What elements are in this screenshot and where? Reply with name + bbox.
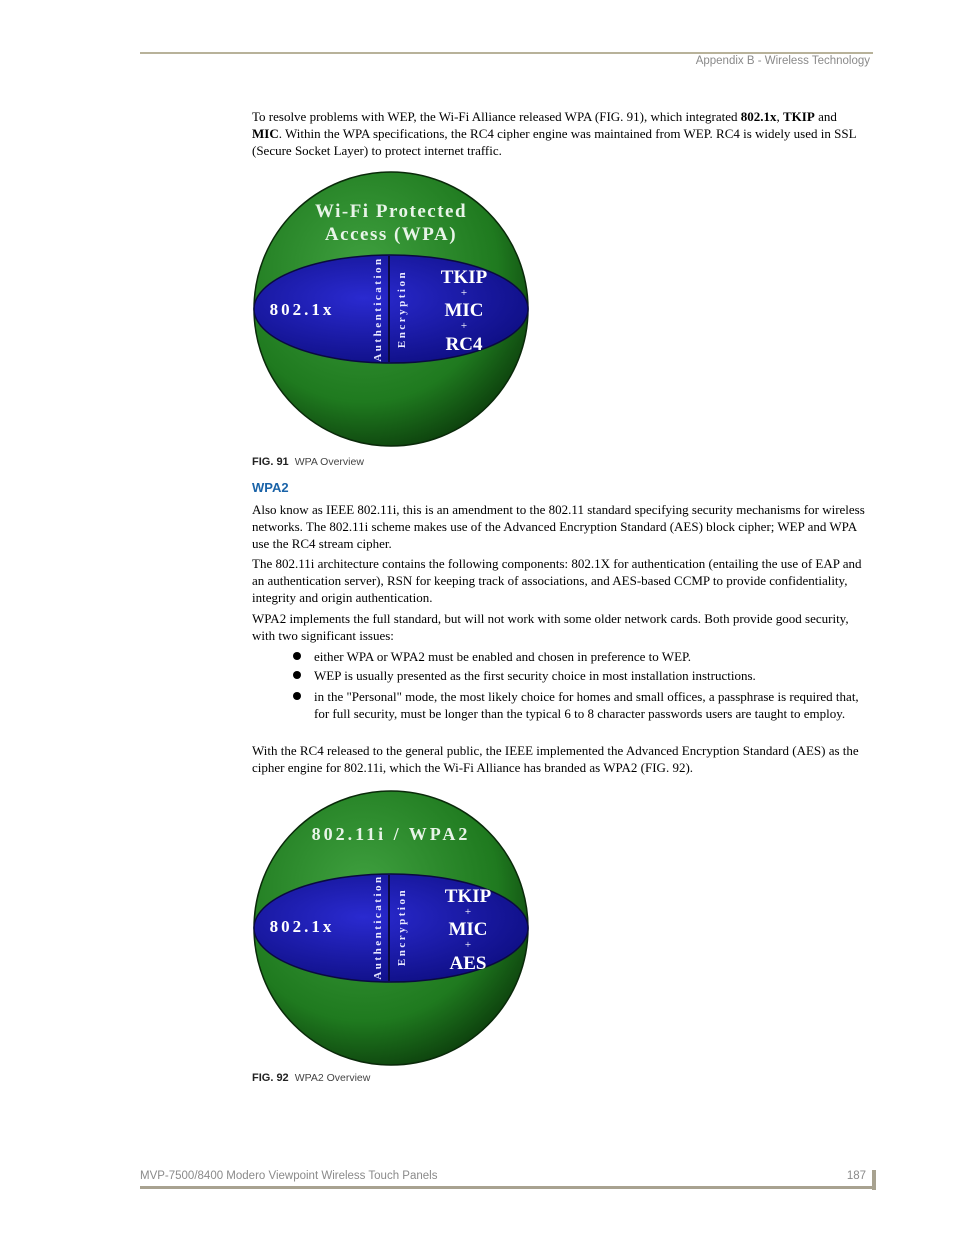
wpa2-paragraph-2: The 802.11i architecture contains the following components: 802.1X for authentication (entailing the use of EAP and an authentication server), RSN for keeping track of associations, and AES-based CCMP to provide confidentiality, integrity and origin authentication. (252, 556, 862, 605)
header-rule (140, 52, 873, 54)
section-heading-wpa2: WPA2 (252, 480, 289, 495)
intro-text-start: To resolve problems with WEP, the Wi-Fi Alliance released WPA (FIG. 91), which integrated (252, 109, 741, 124)
footer-product-name: MVP-7500/8400 Modero Viewpoint Wireless Touch Panels (140, 1170, 438, 1182)
fig92-caption (252, 1072, 370, 1084)
list-item (252, 667, 870, 684)
stack-tkip: TKIP (440, 267, 488, 288)
diagram-title-line1: Wi-Fi Protected (314, 201, 468, 222)
label-8021x: 802.1x (269, 300, 335, 319)
wpa2-paragraph-3: WPA2 implements the full standard, but will not work with some older network cards. Both provide good security, with two significant issues: (252, 611, 849, 643)
list-item-text: WEP is usually presented as the first security choice in most installation instructions. (314, 668, 756, 683)
caption-number: FIG. 92 (252, 1072, 289, 1084)
separator: , (776, 109, 784, 124)
stack-plus: + (460, 287, 468, 299)
stack-tkip: TKIP (444, 886, 492, 907)
intro-text-end: . Within the WPA specifications, the RC4 cipher engine was maintained from WEP. RC4 is widely used in SSL (Secure Socket Layer) to protect internet traffic. (252, 126, 857, 158)
caption-text: WPA2 Overview (294, 1072, 371, 1084)
list-item-text: either WPA or WPA2 must be enabled and chosen in preference to WEP. (314, 649, 692, 664)
list-item (252, 648, 870, 665)
label-encryption: Encryption (396, 269, 408, 349)
diagram-title: 802.11i / WPA2 (311, 824, 471, 844)
fig91-caption (252, 456, 364, 468)
header-section-title: Appendix B - Wireless Technology (695, 55, 870, 67)
intro-paragraph (252, 108, 870, 159)
separator: and (814, 109, 837, 124)
label-8021x: 802.1x (269, 917, 335, 936)
term-8021x: 802.1x (740, 109, 777, 124)
wpa2-sphere-diagram (252, 788, 552, 1070)
label-authentication: Authentication (372, 256, 384, 362)
caption-text: WPA Overview (294, 456, 364, 468)
bullet-icon (293, 652, 301, 660)
bullet-icon (293, 692, 301, 700)
diagram-title-line2: Access (WPA) (324, 224, 458, 245)
list-item (252, 688, 870, 722)
wpa2-paragraph-1: Also know as IEEE 802.11i, this is an amendment to the 802.11 standard specifying security mechanisms for wireless networks. The 802.11i scheme makes use of the Advanced Encryption Standard (AES) block cipher; WEP and WPA use the RC4 stream cipher. (252, 502, 865, 551)
caption-number: FIG. 91 (252, 456, 289, 468)
footer-rule-tab (872, 1170, 876, 1190)
stack-plus: + (464, 939, 472, 951)
stack-rc4: RC4 (445, 334, 483, 355)
term-tkip: TKIP (783, 109, 815, 124)
stack-aes: AES (449, 953, 487, 974)
wpa-sphere-diagram (252, 168, 552, 453)
stack-plus: + (460, 320, 468, 332)
stack-plus: + (464, 906, 472, 918)
footer-page-number: 187 (846, 1170, 866, 1182)
term-mic: MIC (252, 126, 279, 141)
label-authentication: Authentication (372, 874, 384, 980)
stack-mic: MIC (444, 300, 484, 321)
list-item-text: in the "Personal" mode, the most likely choice for homes and small offices, a passphrase is required that, for full security, must be longer than the typical 6 to 8 character passwords users are taught to employ. (314, 689, 859, 721)
footer-rule (140, 1186, 873, 1189)
bullet-icon (293, 671, 301, 679)
wpa2-paragraph-4: With the RC4 released to the general public, the IEEE implemented the Advanced Encryption Standard (AES) as the cipher engine for 802.11i, which the Wi-Fi Alliance has branded as WPA2 (FIG. 92). (252, 743, 859, 775)
label-encryption: Encryption (396, 887, 408, 967)
stack-mic: MIC (448, 919, 488, 940)
